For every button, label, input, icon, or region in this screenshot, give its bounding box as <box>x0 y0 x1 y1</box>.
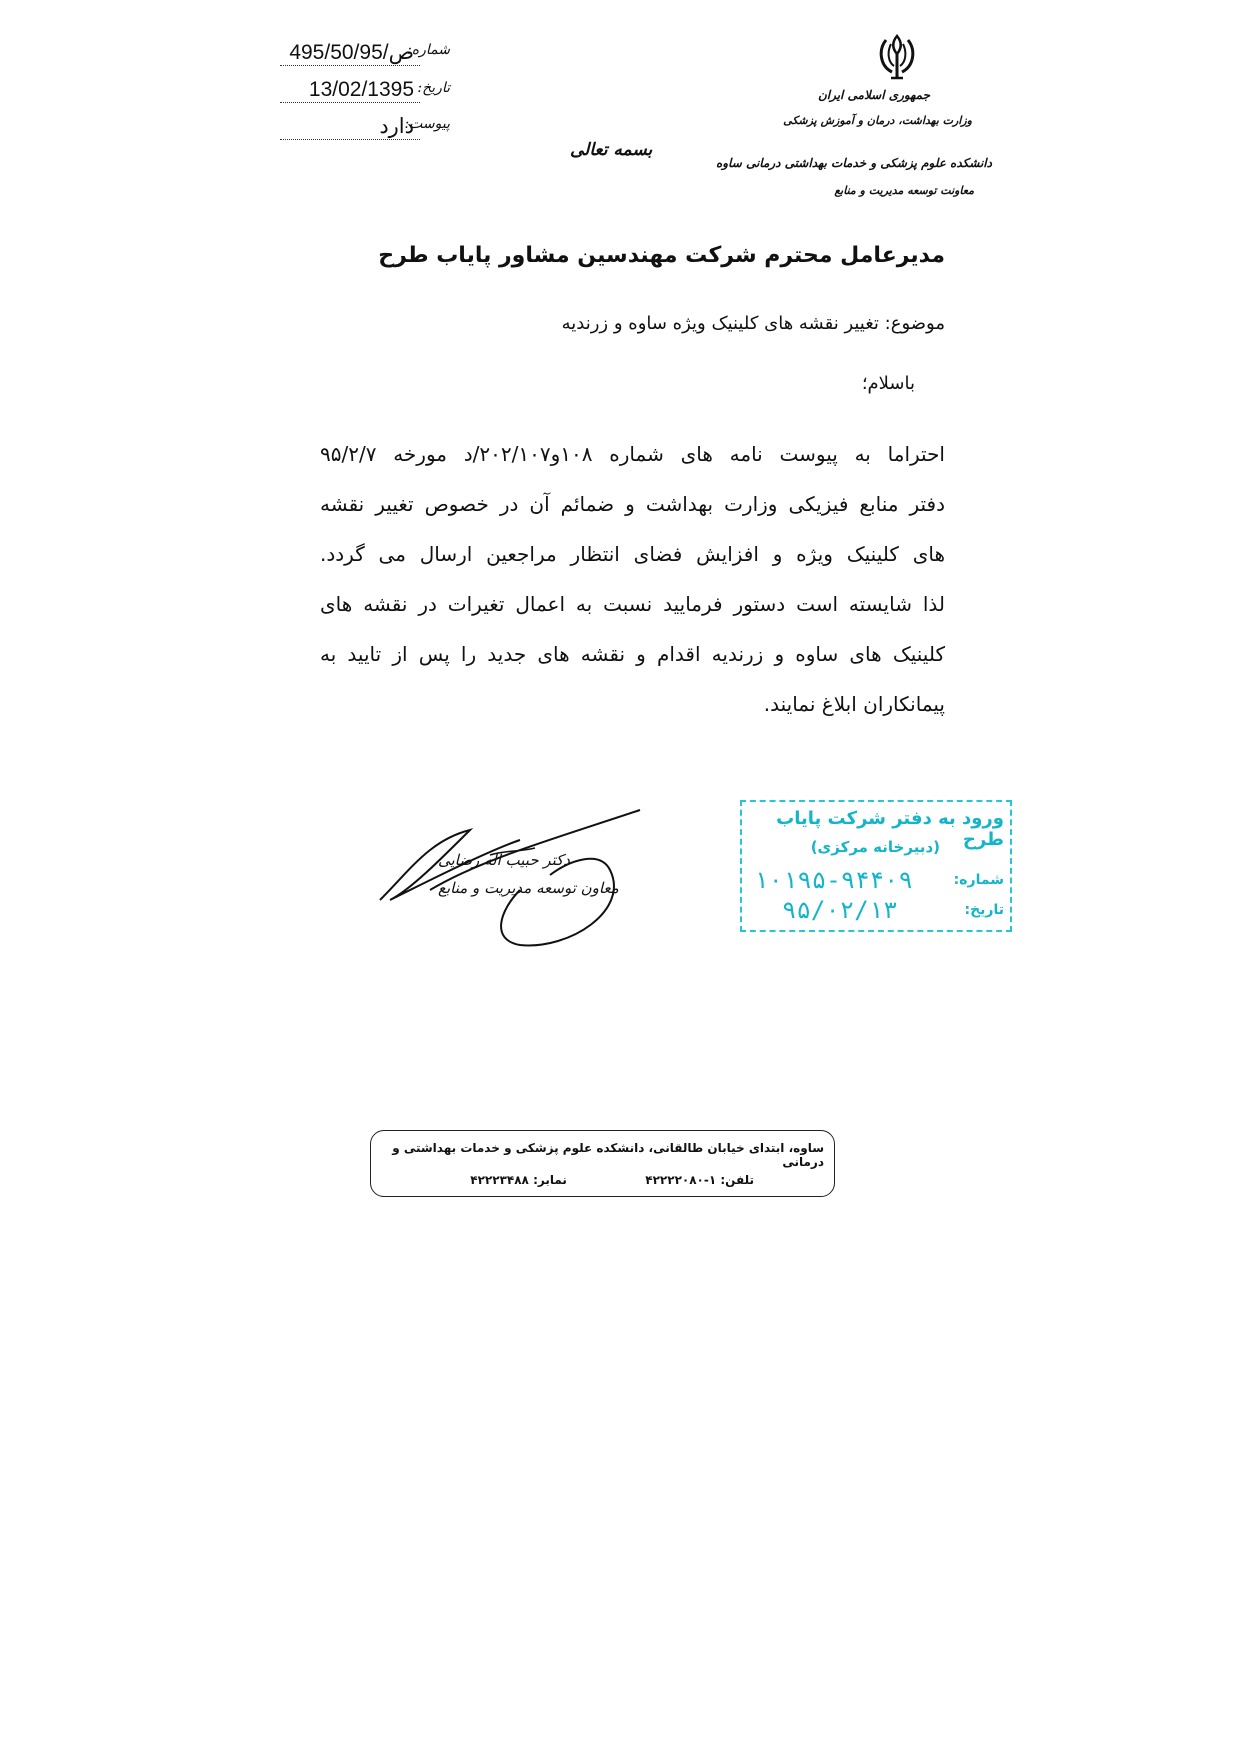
body-line: کلینیک های ساوه و زرندیه اقدام و نقشه های جدید را پس از تایید به <box>320 642 945 666</box>
ministry-line-2: وزارت بهداشت، درمان و آموزش پزشکی <box>783 114 972 127</box>
body-line: دفتر منابع فیزیکی وزارت بهداشت و ضمائم آن در خصوص تغییر نقشه <box>320 492 945 516</box>
body-line: احتراما به پیوست نامه های شماره ۱۰۸و۲۰۲/۱۰۷/د مورخه ۹۵/۲/۷ <box>320 442 945 466</box>
subject-line: موضوع: تغییر نقشه های کلینیک ویژه ساوه و زرندیه <box>561 313 945 334</box>
stamp-subtitle: (دبیرخانه مرکزی) <box>810 838 940 856</box>
bismillah: بسمه تعالی <box>570 140 653 160</box>
handwritten-signature <box>370 800 660 950</box>
footer-fax-value: ۴۲۲۲۳۴۸۸ <box>470 1173 529 1187</box>
letter-number-value: 495/50/ص/95 <box>280 40 420 66</box>
letter-number-label: شماره: <box>407 42 450 58</box>
stamp-date-value: ۹۵/۰۲/۱۳ <box>782 896 898 924</box>
footer-phone-label: تلفن: <box>720 1173 754 1187</box>
body-line: های کلینیک ویژه و افزایش فضای انتظار مراجعین ارسال می گردد. <box>320 542 945 566</box>
footer-address-box <box>370 1130 835 1197</box>
signatory-name: دکتر حبیب اله رضایی <box>438 851 570 869</box>
stamp-number-label: شماره: <box>953 872 1004 888</box>
letter-attachment-value: دارد <box>280 114 420 140</box>
letter-attachment-row <box>280 114 450 144</box>
iran-emblem-icon <box>872 32 922 84</box>
ministry-line-1: جمهوری اسلامی ایران <box>817 88 930 102</box>
incoming-stamp <box>740 800 1012 932</box>
footer-address: ساوه، ابتدای خیابان طالقانی، دانشکده علوم پزشکی و خدمات بهداشتی و درمانی <box>392 1141 824 1169</box>
letter-date-row <box>280 78 450 108</box>
letter-attachment-label: پیوست: <box>404 116 450 132</box>
footer-phone-value: ۱-۴۲۲۲۲۰۸۰ <box>645 1173 717 1187</box>
greeting: باسلام؛ <box>861 373 915 394</box>
ministry-line-4: معاونت توسعه مدیریت و منابع <box>834 184 974 197</box>
letter-number-row <box>280 40 450 70</box>
body-line: پیمانکاران ابلاغ نمایند. <box>763 692 945 716</box>
addressee: مدیرعامل محترم شرکت مهندسین مشاور پایاب طرح <box>378 243 945 268</box>
footer-fax-label: نمابر: <box>533 1173 567 1187</box>
stamp-number-value: ۱۰۱۹۵-۹۴۴۰۹ <box>754 866 913 894</box>
ministry-line-3: دانشکده علوم پزشکی و خدمات بهداشتی درمانی ساوه <box>715 156 992 170</box>
letter-date-value: 13/02/1395 <box>280 78 420 103</box>
signatory-title: معاون توسعه مدیریت و منابع <box>438 879 619 897</box>
footer-contacts <box>470 1173 754 1187</box>
stamp-date-label: تاریخ: <box>964 902 1004 918</box>
stamp-title: ورود به دفتر شرکت پایاب طرح <box>776 808 1004 850</box>
letter-date-label: تاریخ: <box>417 80 450 96</box>
body-line: لذا شایسته است دستور فرمایید نسبت به اعمال تغیرات در نقشه های <box>320 592 945 616</box>
